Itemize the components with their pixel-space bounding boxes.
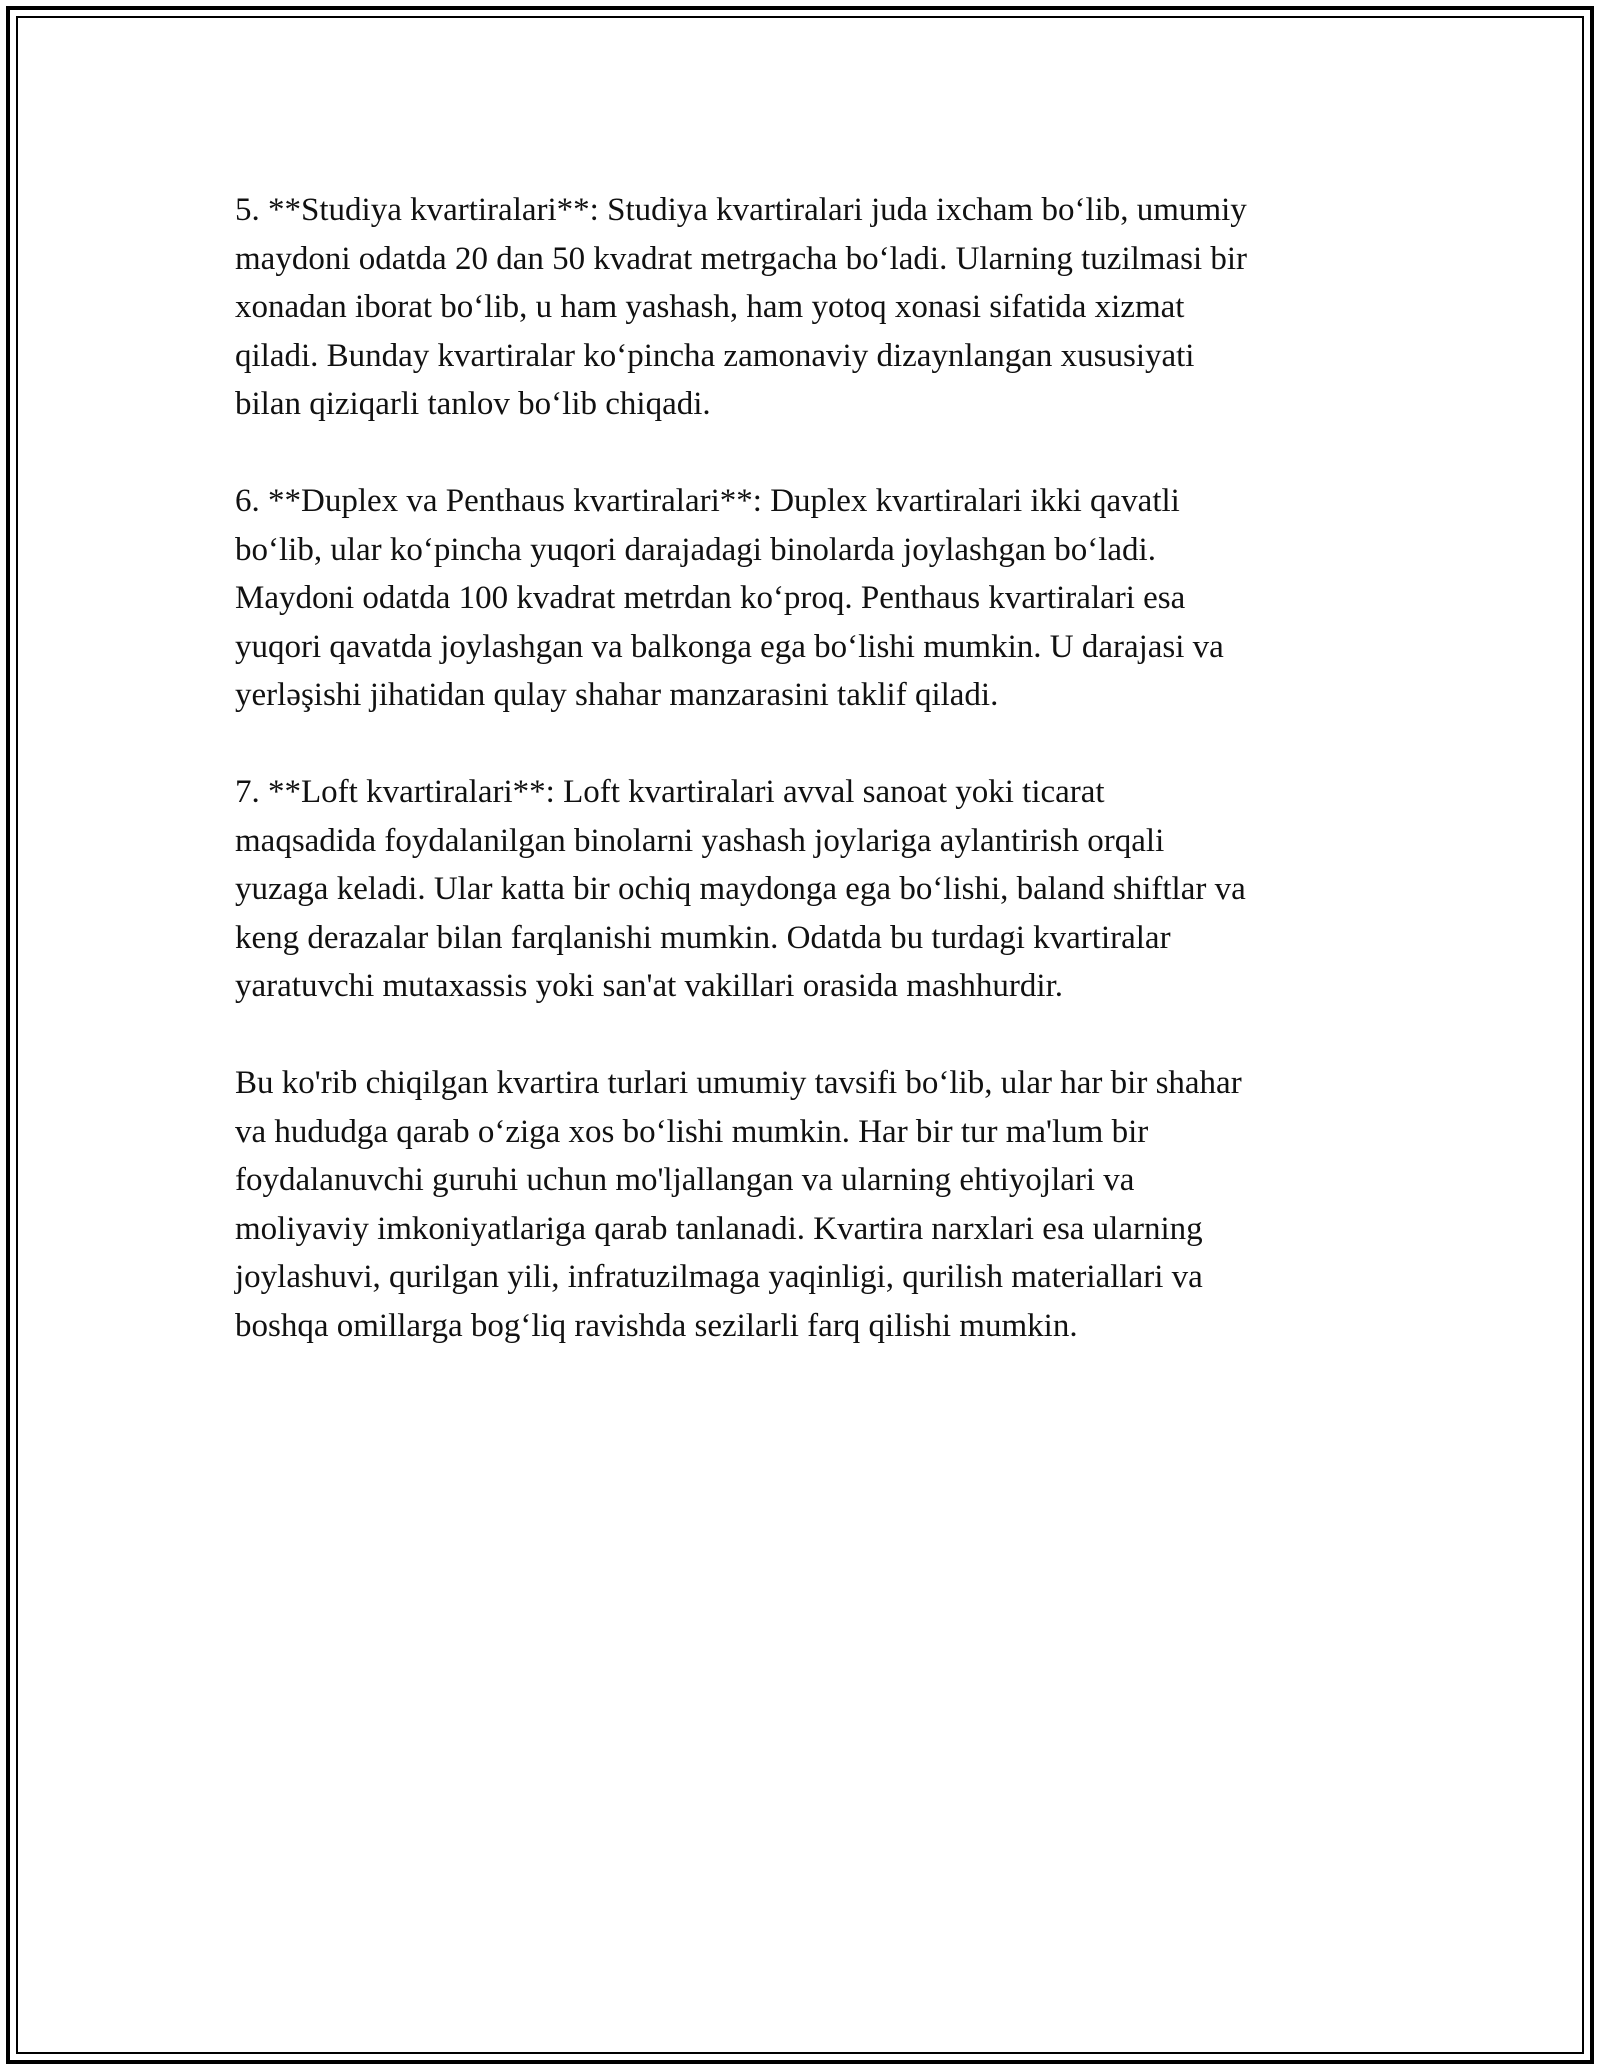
paragraph-studio-apartments: 5. **Studiya kvartiralari**: Studiya kvartiralari juda ixcham bo‘lib, umumiy maydoni odatda 20 dan 50 kvadrat metrgacha bo‘ladi. Ularning tuzilmasi bir xonadan iborat bo‘lib, u ham yashash, ham yotoq xonasi sifatida xizmat qiladi. Bunday kvartiralar ko‘pincha zamonaviy dizaynlangan xususiyati bilan qiziqarli tanlov bo‘lib chiqadi. bbox=[235, 192, 1248, 422]
paragraph-duplex-penthouse: 6. **Duplex va Penthaus kvartiralari**: Duplex kvartiralari ikki qavatli bo‘lib, ular ko‘pincha yuqori darajadagi binolarda joylashgan bo‘ladi. Maydoni odatda 100 kvadrat metrdan ko‘proq. Penthaus kvartiralari esa yuqori qavatda joylashgan va balkonga ega bo‘lishi mumkin. U darajasi va yerləşishi jihatidan qulay shahar manzarasini taklif qiladi. bbox=[235, 483, 1224, 713]
paragraph-loft-apartments: 7. **Loft kvartiralari**: Loft kvartiralari avval sanoat yoki ticarat maqsadida foydalanilgan binolarni yashash joylariga aylantirish orqali yuzaga keladi. Ular katta bir ochiq maydonga ega bo‘lishi, baland shiftlar va keng derazalar bilan farqlanishi mumkin. Odatda bu turdagi kvartiralar yaratuvchi mutaxassis yoki san'at vakillari orasida mashhurdir. bbox=[235, 774, 1246, 1004]
paragraph-summary: Bu ko'rib chiqilgan kvartira turlari umumiy tavsifi bo‘lib, ular har bir shahar va hududga qarab o‘ziga xos bo‘lishi mumkin. Har bir tur ma'lum bir foydalanuvchi guruhi uchun mo'ljallangan va ularning ehtiyojlari va moliyaviy imkoniyatlariga qarab tanlanadi. Kvartira narxlari esa ularning joylashuvi, qurilgan yili, infratuzilmaga yaqinligi, qurilish materiallari va boshqa omillarga bog‘liq ravishda sezilarli farq qilishi mumkin. bbox=[235, 1065, 1242, 1344]
document-body bbox=[235, 186, 1365, 1399]
